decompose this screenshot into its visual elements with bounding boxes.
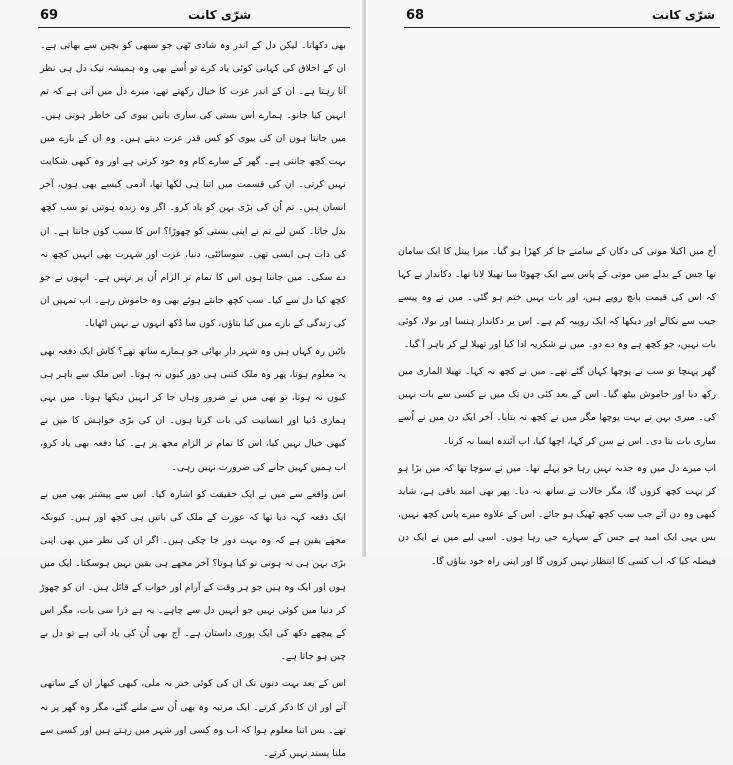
left-running-title: شرّی کانت bbox=[188, 8, 252, 22]
left-page-body bbox=[40, 34, 346, 760]
left-paragraph-3: اس واقعے سے میں نے ایک حقیقت کو اشارہ کیا۔ اس سے پیشتر بھی میں نے ایک دفعہ کہہ دیا تھا کہ عورت کے ملک کی باتیں ہی کچھ اور ہیں۔ کیونکہ مجھے یقین ہے کہ وہ بہت دور جا چکی ہیں۔ اگر ان کی نظر میں بھی اپنی بڑی بہن ہی نہ ہوتی تو کیا ہوتا؟ آخر مجھے ہی یقین نہیں ہوسکتا۔ ایک میں ہوں اور ایک وہ ہیں جو ہر وقت کے آرام اور خواب کے قائل ہیں۔ ان کو چھوڑ کر دنیا میں کوئی نہیں جو انہیں دل سے چاہے۔ یہ ہے ذرا سی بات، مگر اس کے پیچھے دکھ کی ایک پوری داستان ہے۔ آج بھی اُن کی یاد آتی ہے تو دل بے چین ہو جاتا ہے۔ bbox=[40, 488, 346, 663]
left-page-header bbox=[0, 8, 366, 30]
right-running-title: شرّی کانت bbox=[651, 8, 715, 22]
left-paragraph-4: اس کے بعد بہت دنوں تک ان کی کوئی خبر نہ ملی، کبھی کبھار ان کے ساتھی آتے اور ان کا ذکر کرتے۔ ایک مرتبہ وہ بھی اُن سے ملنے گئے، مگر وہ گھر پر نہ تھے۔ بس اتنا معلوم ہوا کہ اب وہ کسی اور شہر میں رہتے ہیں اور کسی سے ملنا پسند نہیں کرتے۔ bbox=[40, 678, 346, 760]
left-paragraph-1: بھی دکھاتا۔ لیکن دل کے اندر وہ شادی ٹھی جو سبھی کو بچپن سے بھاتی ہے۔ ان کے اخلاق کی کہانی کوئی یاد کرے تو اُسے بھی وہ ہمیشہ نیک دل ہی نظر آتا رہتا ہے۔ ان کے اندر عزت کا خیال رکھتے تھے، میرے دل میں آتی ہے کہ تم انہیں کیا جانو۔ ہمارے اس بستی کی ساری باتیں بیوی کی خاطر ہوتی ہیں۔ میں جانتا ہوں ان کی بیوی کو کس قدر عزت دیتے ہیں۔ وہ ان کے بارے میں بہت کچھ جانتی ہے۔ گھر کے سارے کام وہ خود کرتی ہے اور وہ کبھی شکایت نہیں کرتی۔ ان کی قسمت میں اتنا ہی لکھا تھا، آدمی کیسے بھی ہوں، آخر انسان ہیں۔ تم اُن کی بڑی بہن کو یاد کرو۔ اگر وہ زندہ ہوتیں تو سب کچھ بدل جاتا۔ کس لیے تم نے اپنی بستی کو چھوڑا؟ اس کا سبب کون جانتا ہے۔ ان کی ذات ہی ایسی تھی۔ سوسائٹی، دنیا، عزت اور شہرت بھی انہیں کچھ نہ دے سکی۔ میں جانتا ہوں اس کا تمام تر الزام اُن پر نہیں ہے۔ انہوں نے جو کچھ کیا دل سے کیا۔ سب کچھ جانتے ہوئے بھی وہ خاموش رہے۔ اب تمہیں ان کی زندگی کے بارے میں کیا بتاؤں، کون سا دُکھ انہوں نے نہیں اٹھایا۔ bbox=[40, 40, 346, 330]
right-page bbox=[366, 0, 733, 567]
left-paragraph-2: بائیں رہ کہاں ہیں وہ شہر دار بھائی جو ہمارے ساتھ تھے؟ کاش ایک دفعہ بھی یہ معلوم ہوتا، پھر وہ ملک کتنی ہی دور کیوں نہ ہوتا۔ اس ملک سے باہر ہی کیوں نہ ہوتا، تو بھی میں نے ضرور وہاں جا کر انہیں دیکھا ہوتا۔ میں یہی ہماری دُنیا اور انسانیت کی بات کرتا ہوں۔ ان کی بڑی خواہش کا میں نے کبھی خیال نہیں کیا، اس کا تمام تر الزام مجھ پر ہے۔ کیا دفعہ بھی یاد کرو، اب ہمیں کہیں جانے کی ضرورت نہیں رہی۔ bbox=[40, 345, 346, 473]
right-paragraph-3: اب میرے دل میں وہ جذبہ نہیں رہا جو پہلے تھا۔ میں نے سوچا تھا کہ میں بڑا ہو کر بہت کچھ کروں گا، مگر حالات نے ساتھ نہ دیا۔ پھر بھی امید باقی ہے، شاید کبھی وہ دن آئے جب سب کچھ ٹھیک ہو جائے۔ اس کے علاوہ میرے پاس کچھ نہیں، بس یہی ایک امید ہے جس کے سہارے جی رہا ہوں۔ اسی لیے میں نے ایک دن فیصلہ کیا کہ اب کسی کا انتظار نہیں کروں گا اور اپنی راہ خود بناؤں گا۔ bbox=[398, 462, 716, 567]
right-page-number: 68 bbox=[406, 8, 425, 23]
right-paragraph-1: آج میں اکیلا موتی کی دکان کے سامنے جا کر کھڑا ہو گیا۔ میرا پیتل کا ایک سامان تھا جس کے بدلے میں موتی کے پاس سے ایک چھوٹا سا تھیلا لانا تھا۔ دکاندار نے کہا کہ اس کی قیمت پانچ روپے ہیں، اور بات یہیں ختم ہو گئی۔ میں نے وہ پیسے جیب سے نکالے اور دیکھا کہ ایک روپیہ کم ہے۔ اس پر دکاندار ہنسا اور بولا، کوئی بات نہیں، جو کچھ ہے وہ دے دو۔ میں نے شکریہ ادا کیا اور تھیلا لے کر باہر آ گیا۔ bbox=[398, 246, 716, 350]
right-page-header bbox=[366, 8, 733, 30]
right-header-rule bbox=[404, 27, 720, 28]
left-header-rule bbox=[38, 27, 350, 28]
left-page bbox=[0, 0, 366, 760]
right-page-body bbox=[398, 240, 716, 567]
right-paragraph-2: گھر پہنچا تو سب نے پوچھا کہاں گئے تھے۔ میں نے کچھ نہ کہا۔ تھیلا الماری میں رکھ دیا اور خاموش بیٹھ گیا۔ اس کے بعد کئی دن تک میں نے کسی سے بات نہیں کی۔ میری بہن نے بہت پوچھا مگر میں نے کچھ نہ بتایا۔ آخر ایک دن میں نے اُسے ساری بات بتا دی۔ اس نے سن کر کہا، اچھا کیا، اب آئندہ ایسا نہ کرنا۔ bbox=[398, 366, 716, 447]
left-page-number: 69 bbox=[40, 8, 59, 23]
